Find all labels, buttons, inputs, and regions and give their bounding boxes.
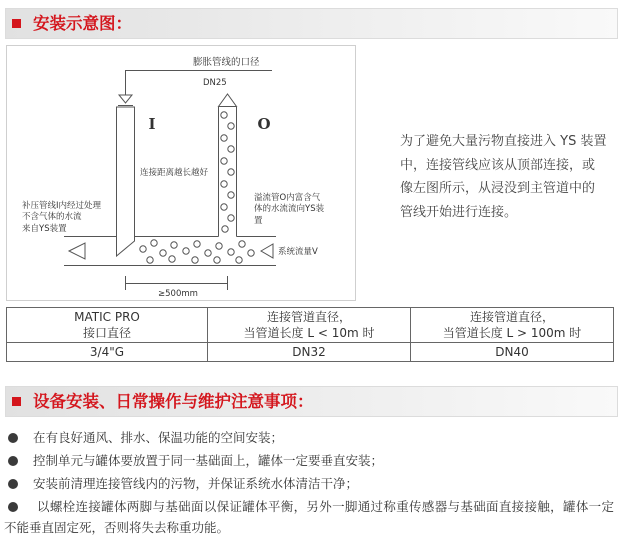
dot-bullet-icon — [8, 456, 18, 466]
inlet-note-line: 不含气体的水流 — [22, 212, 82, 222]
bubble — [183, 248, 189, 254]
bubble — [194, 241, 200, 247]
bubble — [192, 257, 198, 263]
bubble — [169, 256, 175, 262]
table-cell: DN40 — [411, 343, 614, 362]
bubble — [160, 250, 166, 256]
dot-bullet-icon — [8, 479, 18, 489]
description-line: 管线开始进行连接。 — [400, 204, 518, 220]
header-line: 连接管道直径， — [266, 310, 351, 324]
table-header-cell — [411, 308, 614, 343]
bubble — [151, 240, 157, 246]
section-title: 设备安装、日常操作与维护注意事项： — [33, 392, 314, 411]
outlet-note-line: 溢流管O内富含气 — [254, 193, 321, 203]
installation-description — [400, 130, 620, 224]
inlet-note-line: 来自YS装置 — [22, 224, 67, 234]
connection-spec-table — [6, 307, 614, 362]
table-row — [7, 343, 614, 362]
list-item-text: 不能垂直固定死，否则将失去称重功能。 — [4, 520, 230, 535]
bubble — [228, 123, 234, 129]
inlet-level-triangle — [119, 95, 132, 103]
outlet-note-line: 置 — [254, 216, 263, 226]
expansion-label: 膨胀管线的口径 — [193, 57, 260, 68]
list-item-text: 在有良好通风、排水、保温功能的空间安装； — [33, 430, 284, 445]
list-item — [4, 495, 624, 518]
flow-label: 系统流量V — [278, 247, 318, 257]
list-item — [4, 449, 624, 472]
bubble — [221, 158, 227, 164]
bubble — [228, 169, 234, 175]
header-line: 当管道长度 L > 100m 时 — [442, 326, 582, 340]
bubble — [147, 257, 153, 263]
table-header-row — [7, 308, 614, 343]
inlet-letter: I — [148, 115, 156, 133]
bubble — [205, 250, 211, 256]
outlet-cap-triangle — [219, 94, 237, 107]
square-bullet-icon — [12, 19, 21, 28]
section-header-installation — [5, 8, 618, 39]
installation-diagram — [6, 45, 356, 301]
dot-bullet-icon — [8, 502, 18, 512]
bubble — [228, 249, 234, 255]
table-cell: DN32 — [208, 343, 411, 362]
distance-note: 连接距离越长越好 — [140, 168, 209, 178]
bubble — [228, 192, 234, 198]
expansion-line — [126, 71, 273, 96]
bubble — [140, 246, 146, 252]
list-item — [4, 426, 624, 449]
outlet-note-line: 体的水流流向YS装 — [254, 204, 325, 214]
inlet-pipe — [117, 107, 135, 256]
table-header-cell — [7, 308, 208, 343]
table-header-cell — [208, 308, 411, 343]
description-line: 像左图所示，从浸没到主管道中的 — [400, 181, 596, 196]
dimension-label: ≥500mm — [158, 289, 198, 299]
description-line: 中，连接管线应该从顶部连接，或 — [400, 157, 596, 173]
list-item-continuation — [4, 518, 624, 538]
header-line: 当管道长度 L < 10m 时 — [243, 326, 375, 340]
bubble — [228, 215, 234, 221]
bubble — [239, 241, 245, 247]
bubble — [221, 181, 227, 187]
bubble — [222, 226, 228, 232]
bubble — [221, 112, 227, 118]
list-item-text: 控制单元与罐体要放置于同一基础面上，罐体一定要垂直安装； — [33, 453, 384, 468]
dn-label: DN25 — [203, 78, 227, 88]
section-title: 安装示意图： — [33, 14, 132, 33]
inlet-note-line: 补压管线I内经过处理 — [22, 201, 102, 211]
dot-bullet-icon — [8, 433, 18, 443]
bubble — [216, 243, 222, 249]
bubble — [228, 146, 234, 152]
list-item — [4, 472, 624, 495]
header-line: 连接管道直径， — [469, 310, 554, 324]
bubble — [221, 135, 227, 141]
outlet-letter: O — [257, 115, 271, 133]
table-cell: 3/4"G — [7, 343, 208, 362]
bubble — [248, 250, 254, 256]
header-line: 接口直径 — [82, 326, 131, 340]
square-bullet-icon — [12, 397, 21, 406]
list-item-text: 安装前清理连接管线内的污物，并保证系统水体清洁干净； — [33, 476, 359, 491]
section-header-maintenance — [5, 386, 618, 417]
flow-arrow-right — [261, 244, 273, 258]
bubble — [171, 242, 177, 248]
list-item-text: 以螺栓连接罐体两脚与基础面以保证罐体平衡，另外一脚通过称重传感器与基础面直接接触，罐体一定 — [37, 499, 614, 514]
bubble — [214, 257, 220, 263]
description-line: 为了避免大量污物直接进入 YS 装置 — [400, 134, 607, 149]
bubble — [236, 257, 242, 263]
header-line: MATIC PRO — [74, 310, 140, 324]
maintenance-notes-list — [4, 426, 624, 538]
flow-arrow-left — [69, 243, 85, 259]
bubble — [221, 204, 227, 210]
